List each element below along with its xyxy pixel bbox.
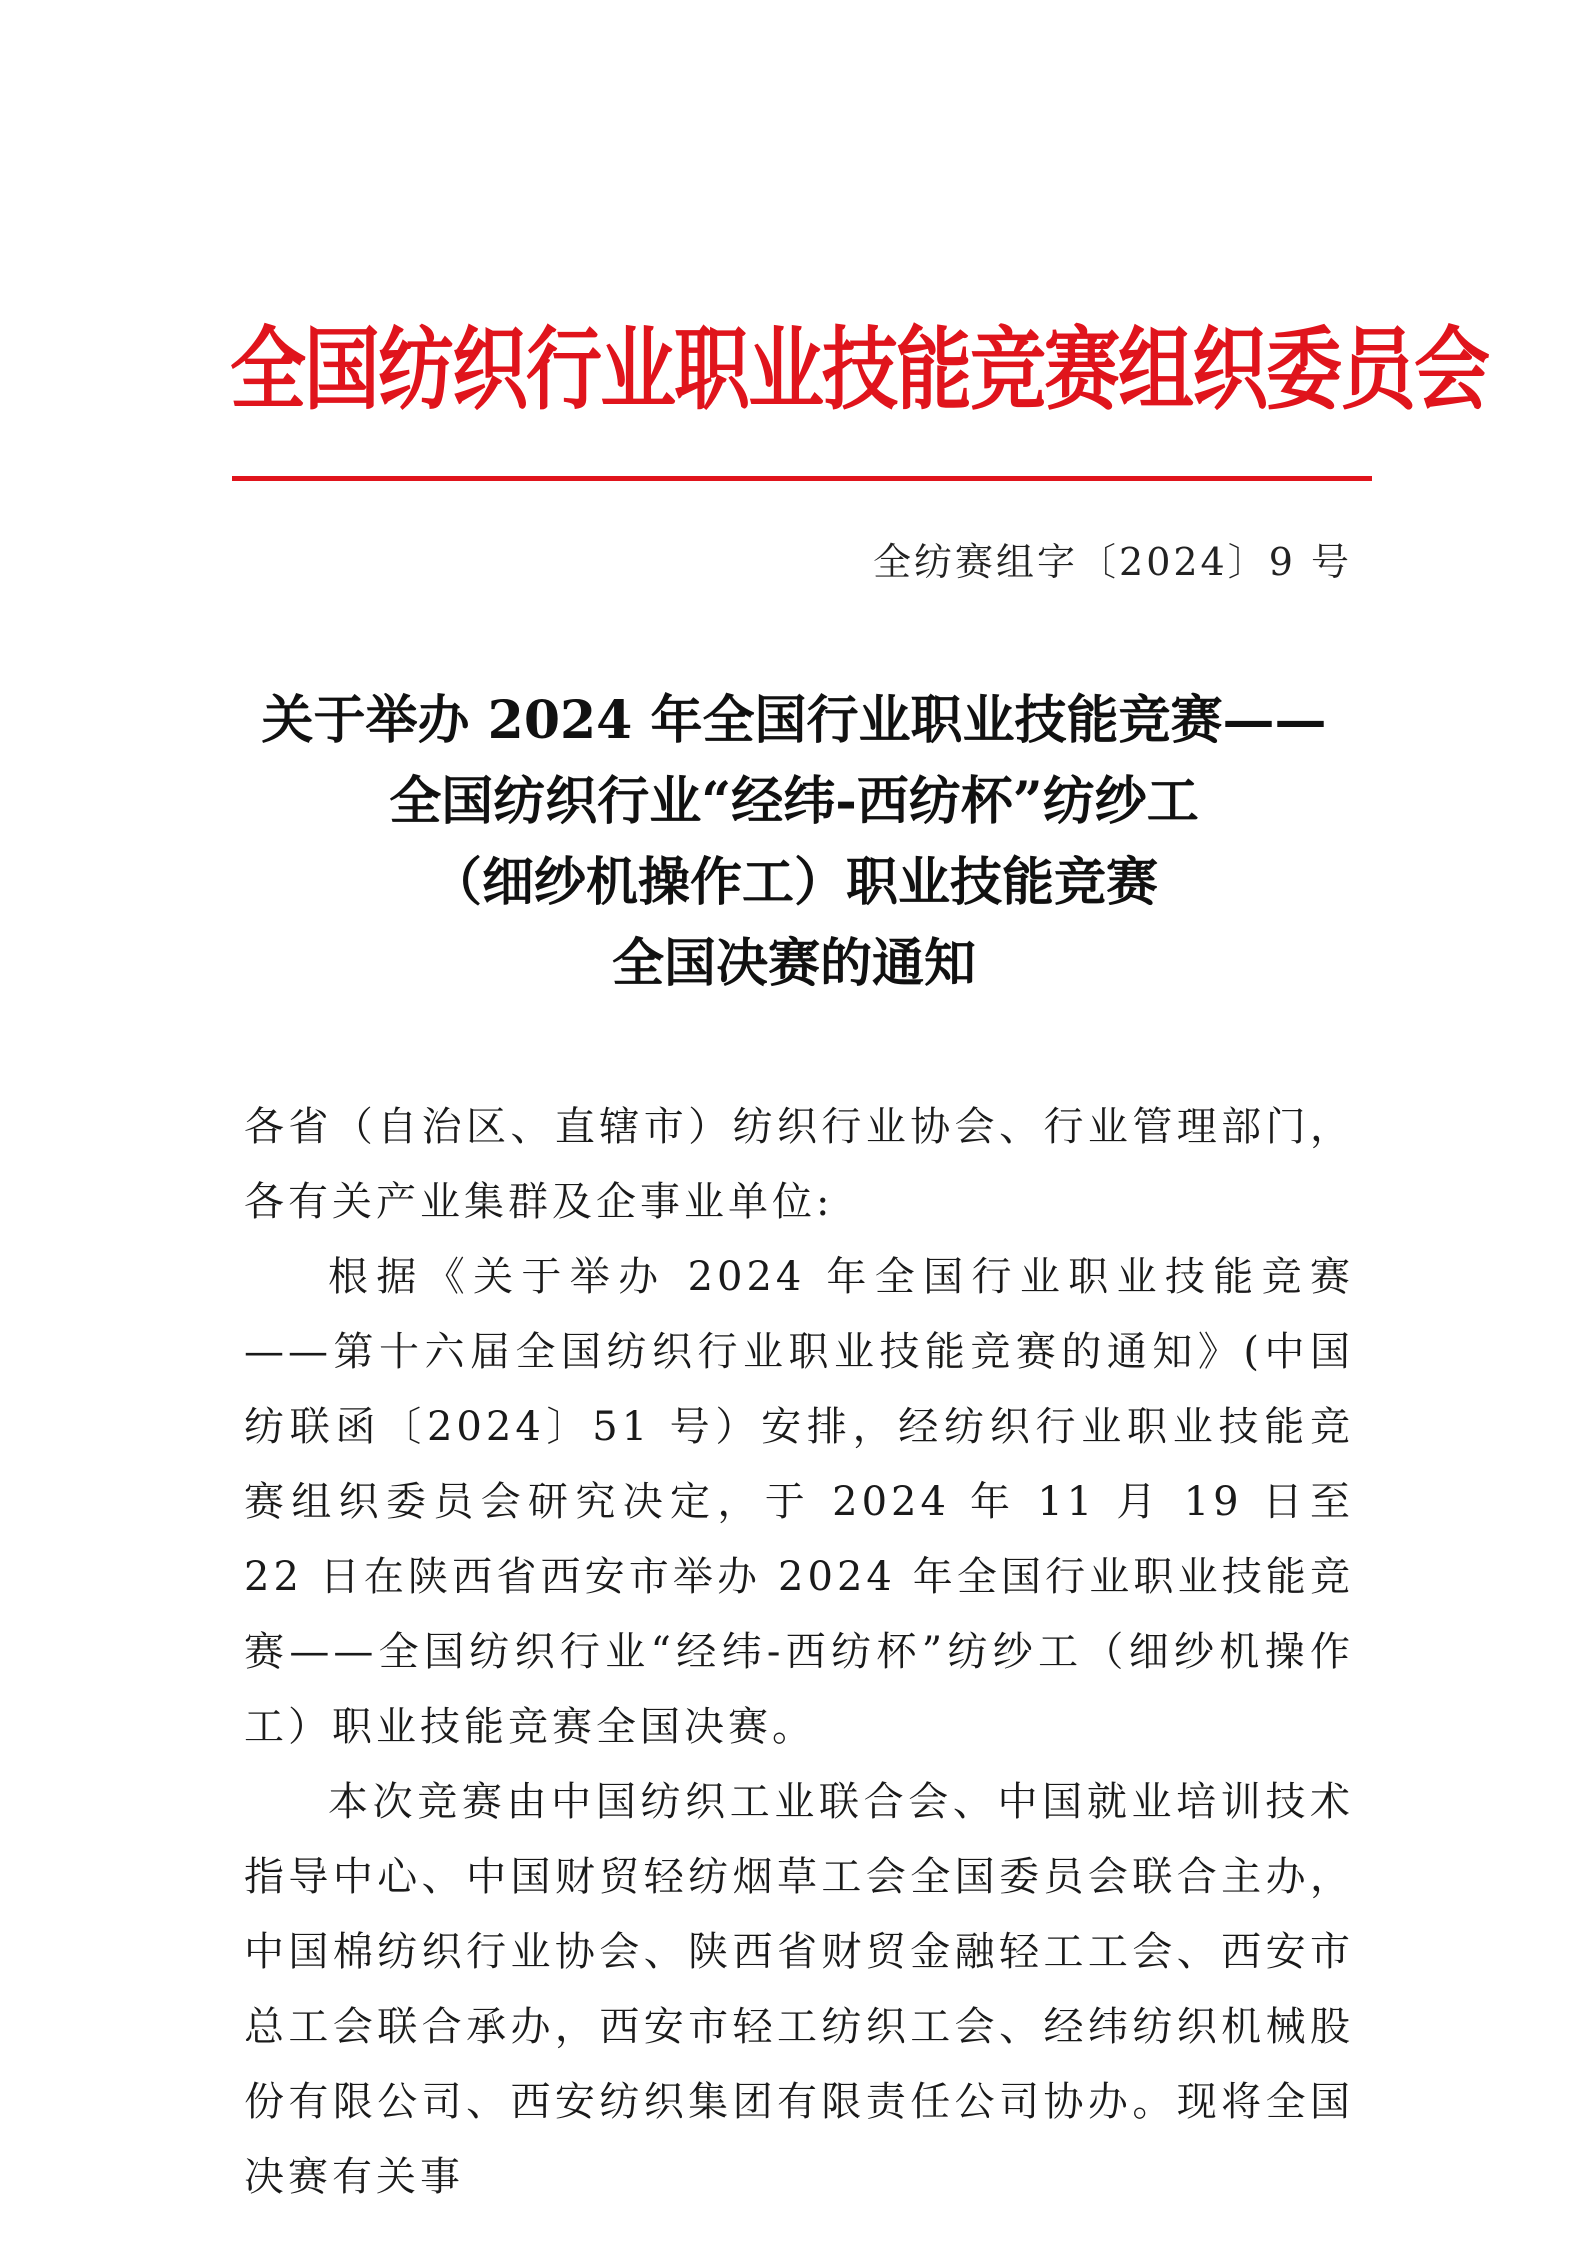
notice-title [200,680,1388,1004]
title-line: 关于举办 2024 年全国行业职业技能竞赛—— [261,690,1327,751]
body-paragraph: 根据《关于举办 2024 年全国行业职业技能竞赛——第十六届全国纺织行业职业技能竞赛的通知》(中国纺联函〔2024〕51 号）安排，经纺织行业职业技能竞赛组织委员会研究决定，于 2024 年 11 月 19 日至 22 日在陕西省西安市举办 2024 年全国行业职业技能竞赛——全国纺织行业“经纬-西纺杯”纺纱工（细纱机操作工）职业技能竞赛全国决赛。 [244,1254,1354,1750]
salutation: 各省（自治区、直辖市）纺织行业协会、行业管理部门，各有关产业集群及企事业单位: [244,1104,1354,1225]
notice-body [244,1090,1354,2215]
issuer-heading: 全国纺织行业职业技能竞赛组织委员会 [230,316,1488,422]
red-divider [232,476,1372,481]
title-line: 全国决赛的通知 [611,933,976,994]
title-line: 全国纺织行业“经纬-西纺杯”纺纱工 [389,771,1199,832]
body-paragraph: 本次竞赛由中国纺织工业联合会、中国就业培训技术指导中心、中国财贸轻纺烟草工会全国委员会联合主办，中国棉纺织行业协会、陕西省财贸金融轻工工会、西安市总工会联合承办，西安市轻工纺织工会、经纬纺织机械股份有限公司、西安纺织集团有限责任公司协办。现将全国决赛有关事 [244,1779,1354,2200]
document-number: 全纺赛组字〔2024〕9 号 [873,540,1352,584]
title-line: （细纱机操作工）职业技能竞赛 [429,852,1158,913]
